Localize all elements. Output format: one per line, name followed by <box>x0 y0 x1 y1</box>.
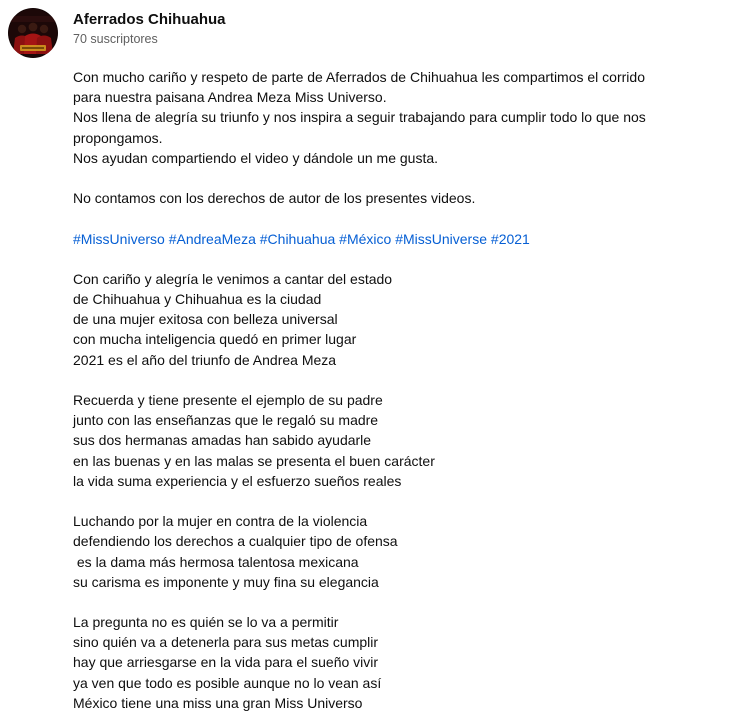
lyrics-verse-3 <box>73 511 743 592</box>
spacer <box>73 208 743 228</box>
band-photo-icon <box>8 8 58 58</box>
lyrics-verse-1 <box>73 269 743 370</box>
description-line: Con mucho cariño y respeto de parte de Aferrados de Chihuahua les compartimos el corrido <box>73 69 645 85</box>
lyric-line: 2021 es el año del triunfo de Andrea Meza <box>73 351 337 368</box>
spacer <box>73 592 743 612</box>
lyric-line: su carisma es imponente y muy fina su elegancia <box>73 573 379 590</box>
lyric-line: de una mujer exitosa con belleza universal <box>73 311 338 328</box>
lyric-line: junto con las enseñanzas que le regaló su madre <box>73 412 379 429</box>
channel-header <box>8 8 226 58</box>
description-line: Nos ayudan compartiendo el video y dándole un me gusta. <box>73 149 439 166</box>
lyric-line: en las buenas y en las malas se presenta el buen carácter <box>73 452 435 469</box>
lyric-line: Recuerda y tiene presente el ejemplo de su padre <box>73 392 383 408</box>
description-line: Nos llena de alegría su triunfo y nos inspira a seguir trabajando para cumplir todo lo que nos <box>73 109 646 126</box>
spacer <box>73 249 743 269</box>
description-line: para nuestra paisana Andrea Meza Miss Universo. <box>73 89 387 106</box>
lyric-line: ya ven que todo es posible aunque no lo vean así <box>73 674 382 691</box>
lyric-line: defendiendo los derechos a cualquier tipo de ofensa <box>73 533 398 550</box>
lyric-line: Luchando por la mujer en contra de la violencia <box>73 513 368 530</box>
video-description <box>73 67 743 713</box>
lyric-line: hay que arriesgarse en la vida para el sueño vivir <box>73 654 379 671</box>
spacer <box>73 491 743 511</box>
lyrics-verse-4 <box>73 612 743 713</box>
lyric-line: con mucha inteligencia quedó en primer lugar <box>73 331 357 348</box>
hashtag-link[interactable]: #MissUniverse <box>395 230 488 247</box>
lyric-line: La pregunta no es quién se lo va a permitir <box>73 614 339 631</box>
lyrics-verse-2 <box>73 390 743 491</box>
hashtag-link[interactable]: #MissUniverso <box>73 230 165 247</box>
lyric-line: la vida suma experiencia y el esfuerzo sueños reales <box>73 472 402 489</box>
hashtag-row <box>73 229 743 249</box>
hashtag-link[interactable]: #2021 <box>490 230 530 247</box>
lyric-line: de Chihuahua y Chihuahua es la ciudad <box>73 291 322 308</box>
description-intro <box>73 67 743 168</box>
copyright-note <box>73 188 743 208</box>
channel-name[interactable]: Aferrados Chihuahua <box>73 11 226 28</box>
lyric-line: Con cariño y alegría le venimos a cantar del estado <box>73 270 393 287</box>
description-line: No contamos con los derechos de autor de los presentes videos. <box>73 190 476 207</box>
description-line: propongamos. <box>73 129 163 146</box>
lyric-line: sus dos hermanas amadas han sabido ayudarle <box>73 432 372 449</box>
lyric-line: sino quién va a detenerla para sus metas cumplir <box>73 634 379 651</box>
channel-avatar[interactable] <box>8 8 58 58</box>
channel-meta <box>73 11 226 47</box>
lyric-line: es la dama más hermosa talentosa mexicana <box>73 553 359 570</box>
hashtag-link[interactable]: #México <box>339 230 392 247</box>
lyric-line: México tiene una miss una gran Miss Universo <box>73 694 363 711</box>
hashtag-link[interactable]: #AndreaMeza <box>168 230 256 247</box>
subscriber-count: 70 suscriptores <box>73 32 158 46</box>
hashtag-link[interactable]: #Chihuahua <box>259 230 336 247</box>
spacer <box>73 168 743 188</box>
spacer <box>73 370 743 390</box>
